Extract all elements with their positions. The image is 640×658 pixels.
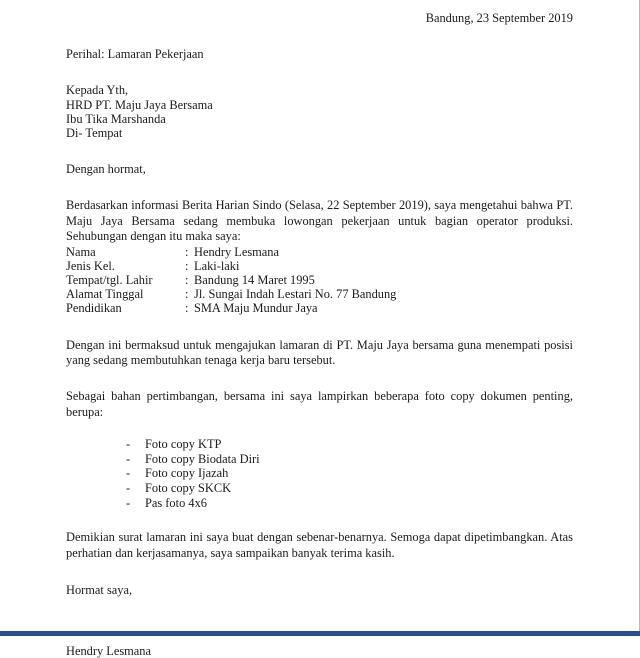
salutation: Dengan hormat, (66, 162, 146, 177)
data-label: Pendidikan (66, 301, 122, 316)
list-item-label: Foto copy KTP (145, 437, 222, 452)
data-separator: : (185, 273, 189, 288)
attachment-list (66, 420, 573, 510)
list-item (106, 496, 573, 511)
subject-line: Perihal: Lamaran Pekerjaan (66, 47, 204, 62)
data-value: Hendry Lesmana (194, 244, 279, 259)
table-row (66, 301, 396, 315)
attachment-paragraph: Sebagai bahan pertimbangan, bersama ini saya lampirkan beberapa foto copy dokumen penting, berupa: (66, 389, 573, 419)
list-item-label: Foto copy Biodata Diri (145, 451, 260, 466)
data-value: Bandung 14 Maret 1995 (194, 273, 315, 288)
purpose-paragraph: Dengan ini bermaksud untuk mengajukan lamaran di PT. Maju Jaya bersama guna menempati posisi yang sedang membutuhkan tenaga kerja baru tersebut. (66, 337, 573, 368)
table-row (66, 259, 396, 273)
data-value: SMA Maju Mundur Jaya (194, 301, 318, 316)
regards-line: Hormat saya, (66, 583, 133, 598)
data-separator: : (185, 301, 189, 316)
letter-content (66, 0, 573, 658)
recipient-salutation: Kepada Yth, (66, 83, 129, 98)
data-label: Nama (66, 244, 96, 259)
bullet-dash: - (126, 495, 131, 510)
bullet-dash: - (126, 466, 131, 481)
date-line: Bandung, 23 September 2019 (425, 11, 573, 25)
recipient-company: HRD PT. Maju Jaya Bersama (66, 97, 213, 112)
bullet-dash: - (126, 437, 131, 452)
data-separator: : (185, 258, 189, 273)
data-label: Jenis Kel. (66, 258, 115, 273)
data-separator: : (185, 244, 189, 259)
data-value: Laki-laki (194, 258, 240, 273)
data-label: Alamat Tinggal (66, 287, 144, 302)
intro-paragraph: Berdasarkan informasi Berita Harian Sindo (Selasa, 22 September 2019), saya mengetahui bahwa PT. Maju Jaya Bersama sedang membuka lowongan pekerjaan untuk bagian operator produksi. Sehubungan dengan itu maka saya: (66, 198, 573, 244)
table-row (66, 287, 396, 301)
list-item-label: Foto copy SKCK (145, 481, 232, 496)
list-item-label: Foto copy Ijazah (145, 466, 229, 481)
personal-data-table (66, 245, 396, 316)
data-label: Tempat/tgl. Lahir (66, 273, 153, 288)
list-item (106, 437, 573, 452)
recipient-block (66, 61, 573, 140)
data-separator: : (185, 287, 189, 302)
closing-paragraph: Demikian surat lamaran ini saya buat dengan sebenar-benarnya. Semoga dapat dipetimbangkan. Atas perhatian dan kerjasamanya, saya sampaikan banyak terima kasih. (66, 530, 573, 560)
recipient-person: Ibu Tika Marshanda (66, 111, 166, 126)
bullet-dash: - (126, 451, 131, 466)
bottom-accent-bar (0, 631, 640, 636)
list-item (106, 452, 573, 467)
list-item (106, 466, 573, 481)
table-row (66, 273, 396, 287)
table-row (66, 245, 396, 259)
bullet-dash: - (126, 481, 131, 496)
signature-name: Hendry Lesmana (66, 644, 151, 658)
list-item-label: Pas foto 4x6 (145, 495, 207, 510)
recipient-place: Di- Tempat (66, 126, 123, 141)
data-value: Jl. Sungai Indah Lestari No. 77 Bandung (194, 287, 397, 302)
list-item (106, 481, 573, 496)
